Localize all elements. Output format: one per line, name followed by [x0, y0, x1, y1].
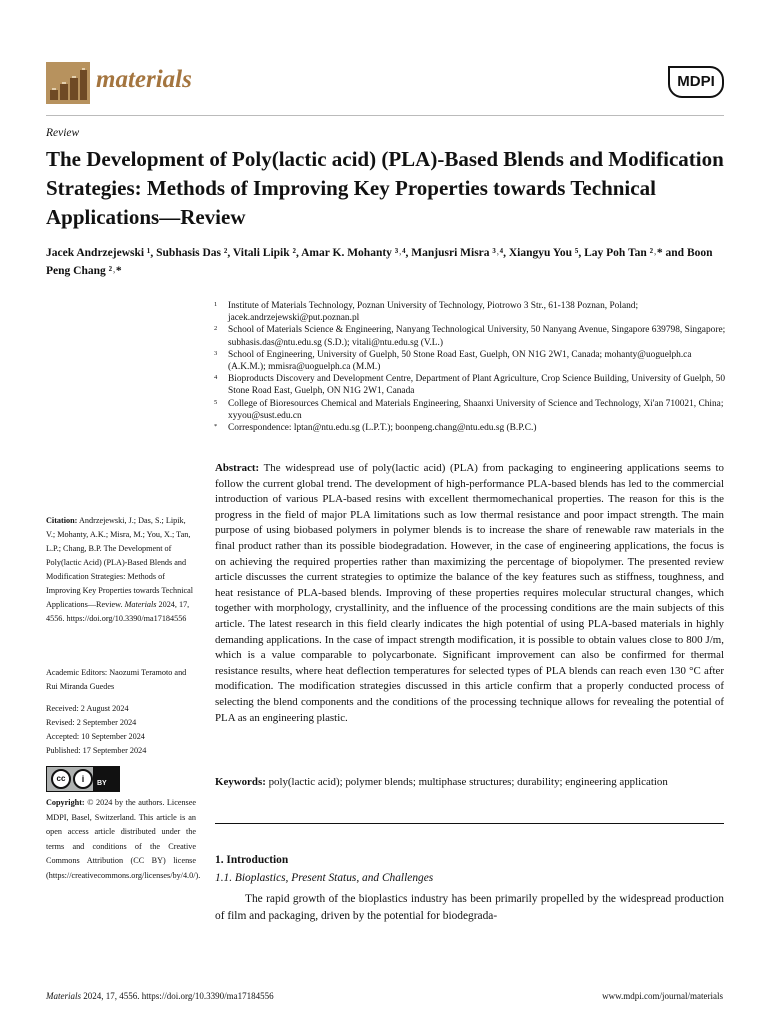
header-divider	[46, 115, 724, 116]
academic-editors: Academic Editors: Naozumi Teramoto and Rui Miranda Guedes	[46, 668, 187, 691]
subsection-heading: 1.1. Bioplastics, Present Status, and Challenges	[215, 872, 434, 884]
journal-logo	[46, 62, 246, 106]
affiliation-item: 4 Bioproducts Discovery and Development Centre, Department of Plant Agriculture, Crop Science Building, University of Guelph, 50 Stone Road East, Guelph, ON N1G 2W1, Canada	[214, 374, 726, 397]
keywords	[215, 775, 724, 791]
section-divider	[215, 823, 724, 824]
article-type: Review	[46, 127, 80, 139]
affiliations	[214, 300, 726, 434]
abstract-text: The widespread use of poly(lactic acid) (PLA) from packaging to engineering applications seems to follow the current global trend. The development of high-performance PLA-based blends has led to the commercial introduction of various PLA-based resins with excellent thermomechanical properties. The reason for this is the progress in the field of major PLA limitations such as low thermal resistance and poor impact strength. The main purpose of using biobased polymers in polymer blends is to increase the share of renewable raw materials in the final product rather than its possible biodegradation. However, in the case of engineering applications, the focus is on achieving the required properties rather than maximizing the percentage of biopolymer. The presented review article discusses the current strategies to optimize the balance of the key features such as stiffness, toughness, and heat resistance of PLA-based blends. Improving of these properties requires molecular structural changes, which together with morphology, crystallinity, and the influence of the processing conditions are the main subjects of this article. The latest research in this field clearly indicates the high potential of using PLA-based materials in highly demanding applications. In the case of impact strength modification, it is possible to obtain values close to 800 J/m, which is a value comparable to polycarbonate. Significant improvement can also be confirmed for thermal resistance results, where heat deflection temperatures for selected types of PLA blends can reach even 130 °C after modification. The modification strategies discussed in this article confirm that a properly conducted process of selecting the blend components and the conditions of the processing technique allows for revealing the potential of PLA as an engineering plastic.	[215, 462, 724, 724]
affiliation-item: 1 Institute of Materials Technology, Poznan University of Technology, Piotrowo 3 Str., 61-138 Poznan, Poland; jacek.andrzejewski@put.poznan.pl	[214, 301, 639, 324]
keywords-label: Keywords:	[215, 776, 266, 788]
by-label: BY	[97, 780, 107, 787]
affiliation-item: 3 School of Engineering, University of Guelph, 50 Stone Road East, Guelph, ON N1G 2W1, Canada; mohanty@uoguelph.ca (A.K.M.); mmisra@uoguelph.ca (M.M.)	[214, 349, 692, 373]
article-title: The Development of Poly(lactic acid) (PLA)-Based Blends and Modification Strategies: Methods of Improving Key Properties towards Technical Applications—Review	[46, 147, 724, 229]
publisher-logo: MDPI	[668, 66, 724, 98]
author-list: Jacek Andrzejewski ¹, Subhasis Das ², Vitali Lipik ², Amar K. Mohanty ³˒⁴, Manjusri Misra ³˒⁴, Xiangyu You ⁵, Lay Poh Tan ²˒* and Boon Peng Chang ²˒*	[46, 247, 713, 277]
cc-icon: cc	[51, 769, 71, 789]
section-heading: 1. Introduction	[215, 854, 289, 866]
body-paragraph: The rapid growth of the bioplastics industry has been primarily propelled by the widespread production of film and packaging, driven by the potential for biodegrada-	[215, 893, 724, 922]
date-received: Received: 2 August 2024	[46, 704, 129, 713]
journal-logo-icon	[46, 62, 90, 104]
footer-journal-url[interactable]: www.mdpi.com/journal/materials	[602, 991, 723, 1001]
journal-name: materials	[96, 66, 192, 93]
keywords-text: poly(lactic acid); polymer blends; multiphase structures; durability; engineering application	[268, 776, 668, 788]
footer-citation: Materials 2024, 17, 4556. https://doi.org/10.3390/ma17184556	[46, 991, 274, 1001]
abstract-label: Abstract:	[215, 462, 260, 474]
attribution-icon: i	[73, 769, 93, 789]
abstract	[215, 461, 724, 726]
cc-by-license-badge[interactable]	[46, 766, 120, 792]
date-revised: Revised: 2 September 2024	[46, 718, 137, 727]
correspondence: * Correspondence: lptan@ntu.edu.sg (L.P.T.); boonpeng.chang@ntu.edu.sg (B.P.C.)	[214, 423, 537, 434]
copyright-notice: Copyright: © 2024 by the authors. Licensee MDPI, Basel, Switzerland. This article is an open access article distributed under the terms and conditions of the Creative Commons Attribution (CC BY) license (https://creativecommons.org/licenses/by/4.0/).	[46, 798, 201, 880]
publication-dates	[46, 702, 196, 758]
citation-block: Citation: Andrzejewski, J.; Das, S.; Lipik, V.; Mohanty, A.K.; Misra, M.; You, X.; Tan, L.P.; Chang, B.P. The Development of Poly(lactic Acid) (PLA)-Based Blends and Modification Strategies: Methods of Improving Key Properties towards Technical Applications—Review. Materials 2024, 17, 4556. https://doi.org/10.3390/ma17184556	[46, 516, 194, 623]
affiliation-item: 5 College of Bioresources Chemical and Materials Engineering, Shaanxi University of Science and Technology, Xi'an 710021, China; xyyou@sust.edu.cn	[214, 398, 724, 421]
date-accepted: Accepted: 10 September 2024	[46, 732, 145, 741]
affiliation-item: 2 School of Materials Science & Engineering, Nanyang Technological University, 50 Nanyang Avenue, Singapore 639798, Singapore; subhasis.das@ntu.edu.sg (S.D.); vitali@ntu.edu.sg (V.L.)	[214, 325, 726, 348]
date-published: Published: 17 September 2024	[46, 746, 147, 755]
